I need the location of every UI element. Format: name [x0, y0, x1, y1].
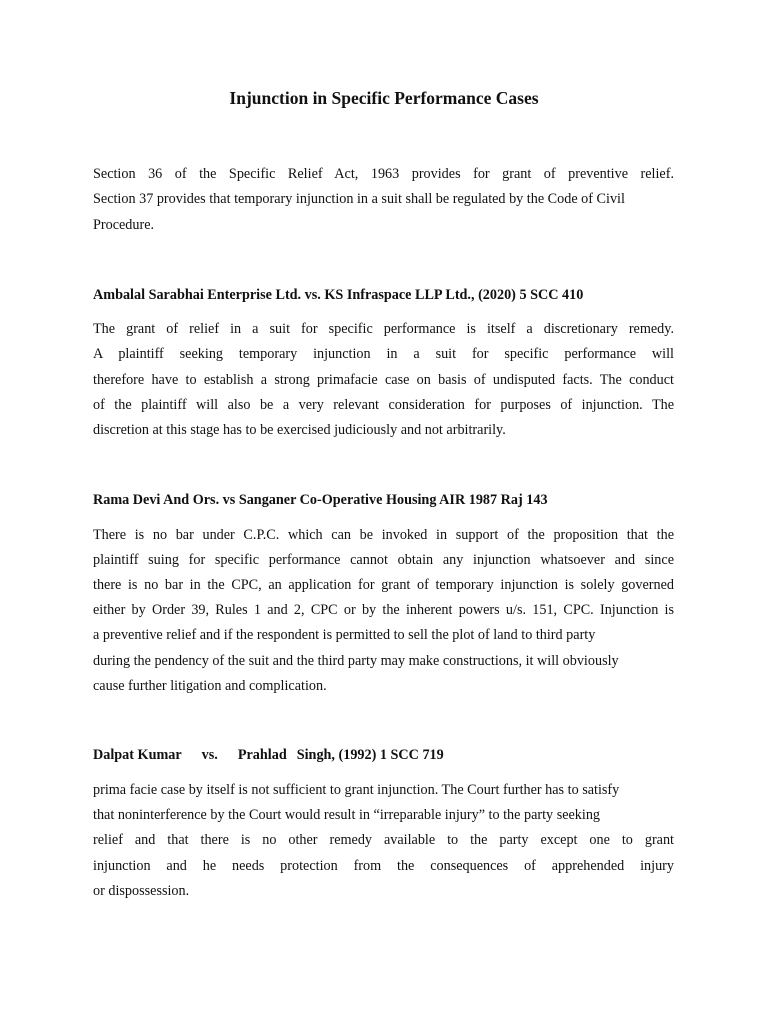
case-heading — [93, 746, 444, 764]
intro-line: Procedure. — [93, 217, 155, 233]
case-line: that noninterference by the Court would result in “irreparable injury” to the party seeking — [93, 807, 601, 823]
case-heading: Ambalal Sarabhai Enterprise Ltd. vs. KS Infraspace LLP Ltd., (2020) 5 SCC 410 — [93, 287, 584, 303]
case-line: plaintiff suing for specific performance cannot obtain any injunction whatsoever and since — [93, 552, 674, 568]
intro-line: Section 36 of the Specific Relief Act, 1963 provides for grant of preventive relief. — [93, 166, 674, 182]
case-line: there is no bar in the CPC, an application for grant of temporary injunction is solely governed — [93, 577, 674, 593]
case-heading-part: Singh, (1992) 1 SCC 719 — [296, 747, 444, 763]
page-title: Injunction in Specific Performance Cases — [229, 88, 539, 108]
case-line: or dispossession. — [93, 883, 190, 899]
case-line: therefore have to establish a strong primafacie case on basis of undisputed facts. The conduct — [93, 372, 674, 388]
case-line: cause further litigation and complication. — [93, 678, 327, 694]
case-line: A plaintiff seeking temporary injunction in a suit for specific performance will — [93, 346, 674, 362]
case-heading: Rama Devi And Ors. vs Sanganer Co-Operative Housing AIR 1987 Raj 143 — [93, 492, 548, 508]
case-line: injunction and he needs protection from the consequences of apprehended injury — [93, 858, 674, 874]
case-line: relief and that there is no other remedy available to the party except one to grant — [93, 832, 674, 848]
case-heading-part: Dalpat Kumar — [93, 747, 182, 763]
case-line: discretion at this stage has to be exercised judiciously and not arbitrarily. — [93, 422, 506, 438]
intro-line: Section 37 provides that temporary injunction in a suit shall be regulated by the Code of Civil — [93, 191, 625, 207]
case-line: a preventive relief and if the respondent is permitted to sell the plot of land to third party — [93, 627, 596, 643]
case-heading-part: vs. — [201, 747, 218, 763]
case-line: either by Order 39, Rules 1 and 2, CPC or by the inherent powers u/s. 151, CPC. Injunction is — [93, 602, 674, 618]
case-line: of the plaintiff will also be a very relevant consideration for purposes of injunction. The — [93, 397, 674, 413]
case-line: prima facie case by itself is not sufficient to grant injunction. The Court further has to satisfy — [93, 782, 620, 798]
case-line: The grant of relief in a suit for specific performance is itself a discretionary remedy. — [93, 321, 674, 337]
case-heading-part: Prahlad — [237, 747, 287, 763]
case-line: during the pendency of the suit and the third party may make constructions, it will obviously — [93, 653, 619, 669]
case-line: There is no bar under C.P.C. which can be invoked in support of the proposition that the — [93, 527, 674, 543]
